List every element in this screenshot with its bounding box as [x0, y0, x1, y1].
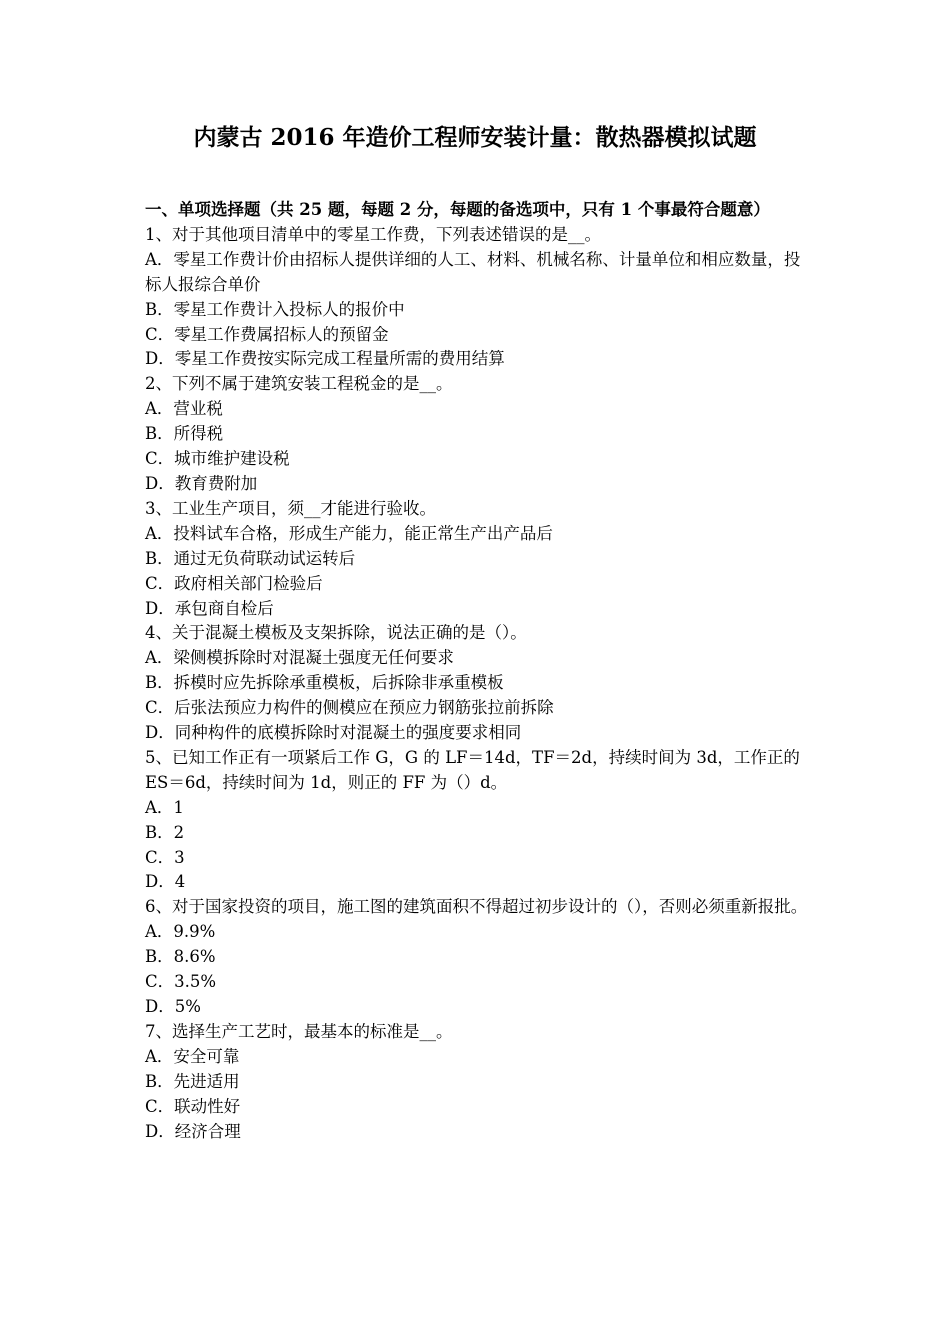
option-d: D．承包商自检后: [145, 598, 274, 618]
question-1: [145, 223, 813, 372]
option-c: C．城市维护建设税: [145, 449, 290, 469]
option-b: B．8.6%: [145, 947, 216, 967]
option-c: C．后张法预应力构件的侧模应在预应力钢筋张拉前拆除: [145, 698, 554, 718]
option-b: B．零星工作费计入投标人的报价中: [145, 299, 405, 319]
option-d: D．同种构件的底模拆除时对混凝土的强度要求相同: [145, 723, 522, 743]
option-c: C．政府相关部门检验后: [145, 573, 323, 593]
document-title: 内蒙古 2016 年造价工程师安装计量：散热器模拟试题: [193, 124, 757, 151]
question-stem: 5、已知工作正有一项紧后工作 G，G 的 LF＝14d，TF＝2d，持续时间为 3d，工作正的 ES＝6d，持续时间为 1d，则正的 FF 为（）d。: [145, 747, 806, 792]
option-a: A．营业税: [145, 399, 223, 419]
option-b: B．拆模时应先拆除承重模板，后拆除非承重模板: [145, 673, 504, 693]
option-d: D．4: [145, 872, 186, 892]
option-b: B．2: [145, 822, 185, 842]
document-body: [145, 198, 813, 1144]
option-b: B．所得税: [145, 424, 224, 444]
question-5: [145, 746, 813, 895]
option-d: D．5%: [145, 997, 201, 1016]
question-stem: 7、选择生产工艺时，最基本的标准是__。: [145, 1021, 453, 1041]
question-stem: 6、对于国家投资的项目，施工图的建筑面积不得超过初步设计的（），否则必须重新报批。: [145, 897, 808, 917]
option-d: D．教育费附加: [145, 473, 258, 493]
option-d: D．零星工作费按实际完成工程量所需的费用结算: [145, 349, 505, 369]
option-b: B．先进适用: [145, 1071, 240, 1091]
option-a: A．梁侧模拆除时对混凝土强度无任何要求: [145, 648, 454, 668]
option-c: C．联动性好: [145, 1096, 241, 1116]
option-a: A．9.9%: [145, 922, 216, 942]
option-a: A．投料试车合格，形成生产能力，能正常生产出产品后: [145, 523, 553, 543]
question-7: [145, 1020, 813, 1145]
option-a: A．零星工作费计价由招标人提供详细的人工、材料、机械名称、计量单位和相应数量，投标人报综合单价: [145, 249, 801, 294]
question-6: [145, 895, 813, 1020]
question-2: [145, 372, 813, 497]
option-a: A．安全可靠: [145, 1046, 240, 1066]
question-3: [145, 497, 813, 622]
question-4: [145, 621, 813, 746]
question-stem: 4、关于混凝土模板及支架拆除，说法正确的是（）。: [145, 623, 527, 643]
section-heading: 一、单项选择题（共 25 题，每题 2 分，每题的备选项中，只有 1 个事最符合题意）: [145, 200, 770, 219]
option-c: C．零星工作费属招标人的预留金: [145, 324, 389, 344]
option-c: C．3: [145, 847, 185, 867]
option-b: B．通过无负荷联动试运转后: [145, 548, 356, 568]
question-stem: 1、对于其他项目清单中的零星工作费，下列表述错误的是__。: [145, 224, 601, 244]
question-stem: 3、工业生产项目，须__才能进行验收。: [145, 498, 436, 518]
option-c: C．3.5%: [145, 972, 217, 992]
option-a: A．1: [145, 797, 184, 817]
option-d: D．经济合理: [145, 1121, 241, 1141]
question-stem: 2、下列不属于建筑安装工程税金的是__。: [145, 374, 453, 394]
